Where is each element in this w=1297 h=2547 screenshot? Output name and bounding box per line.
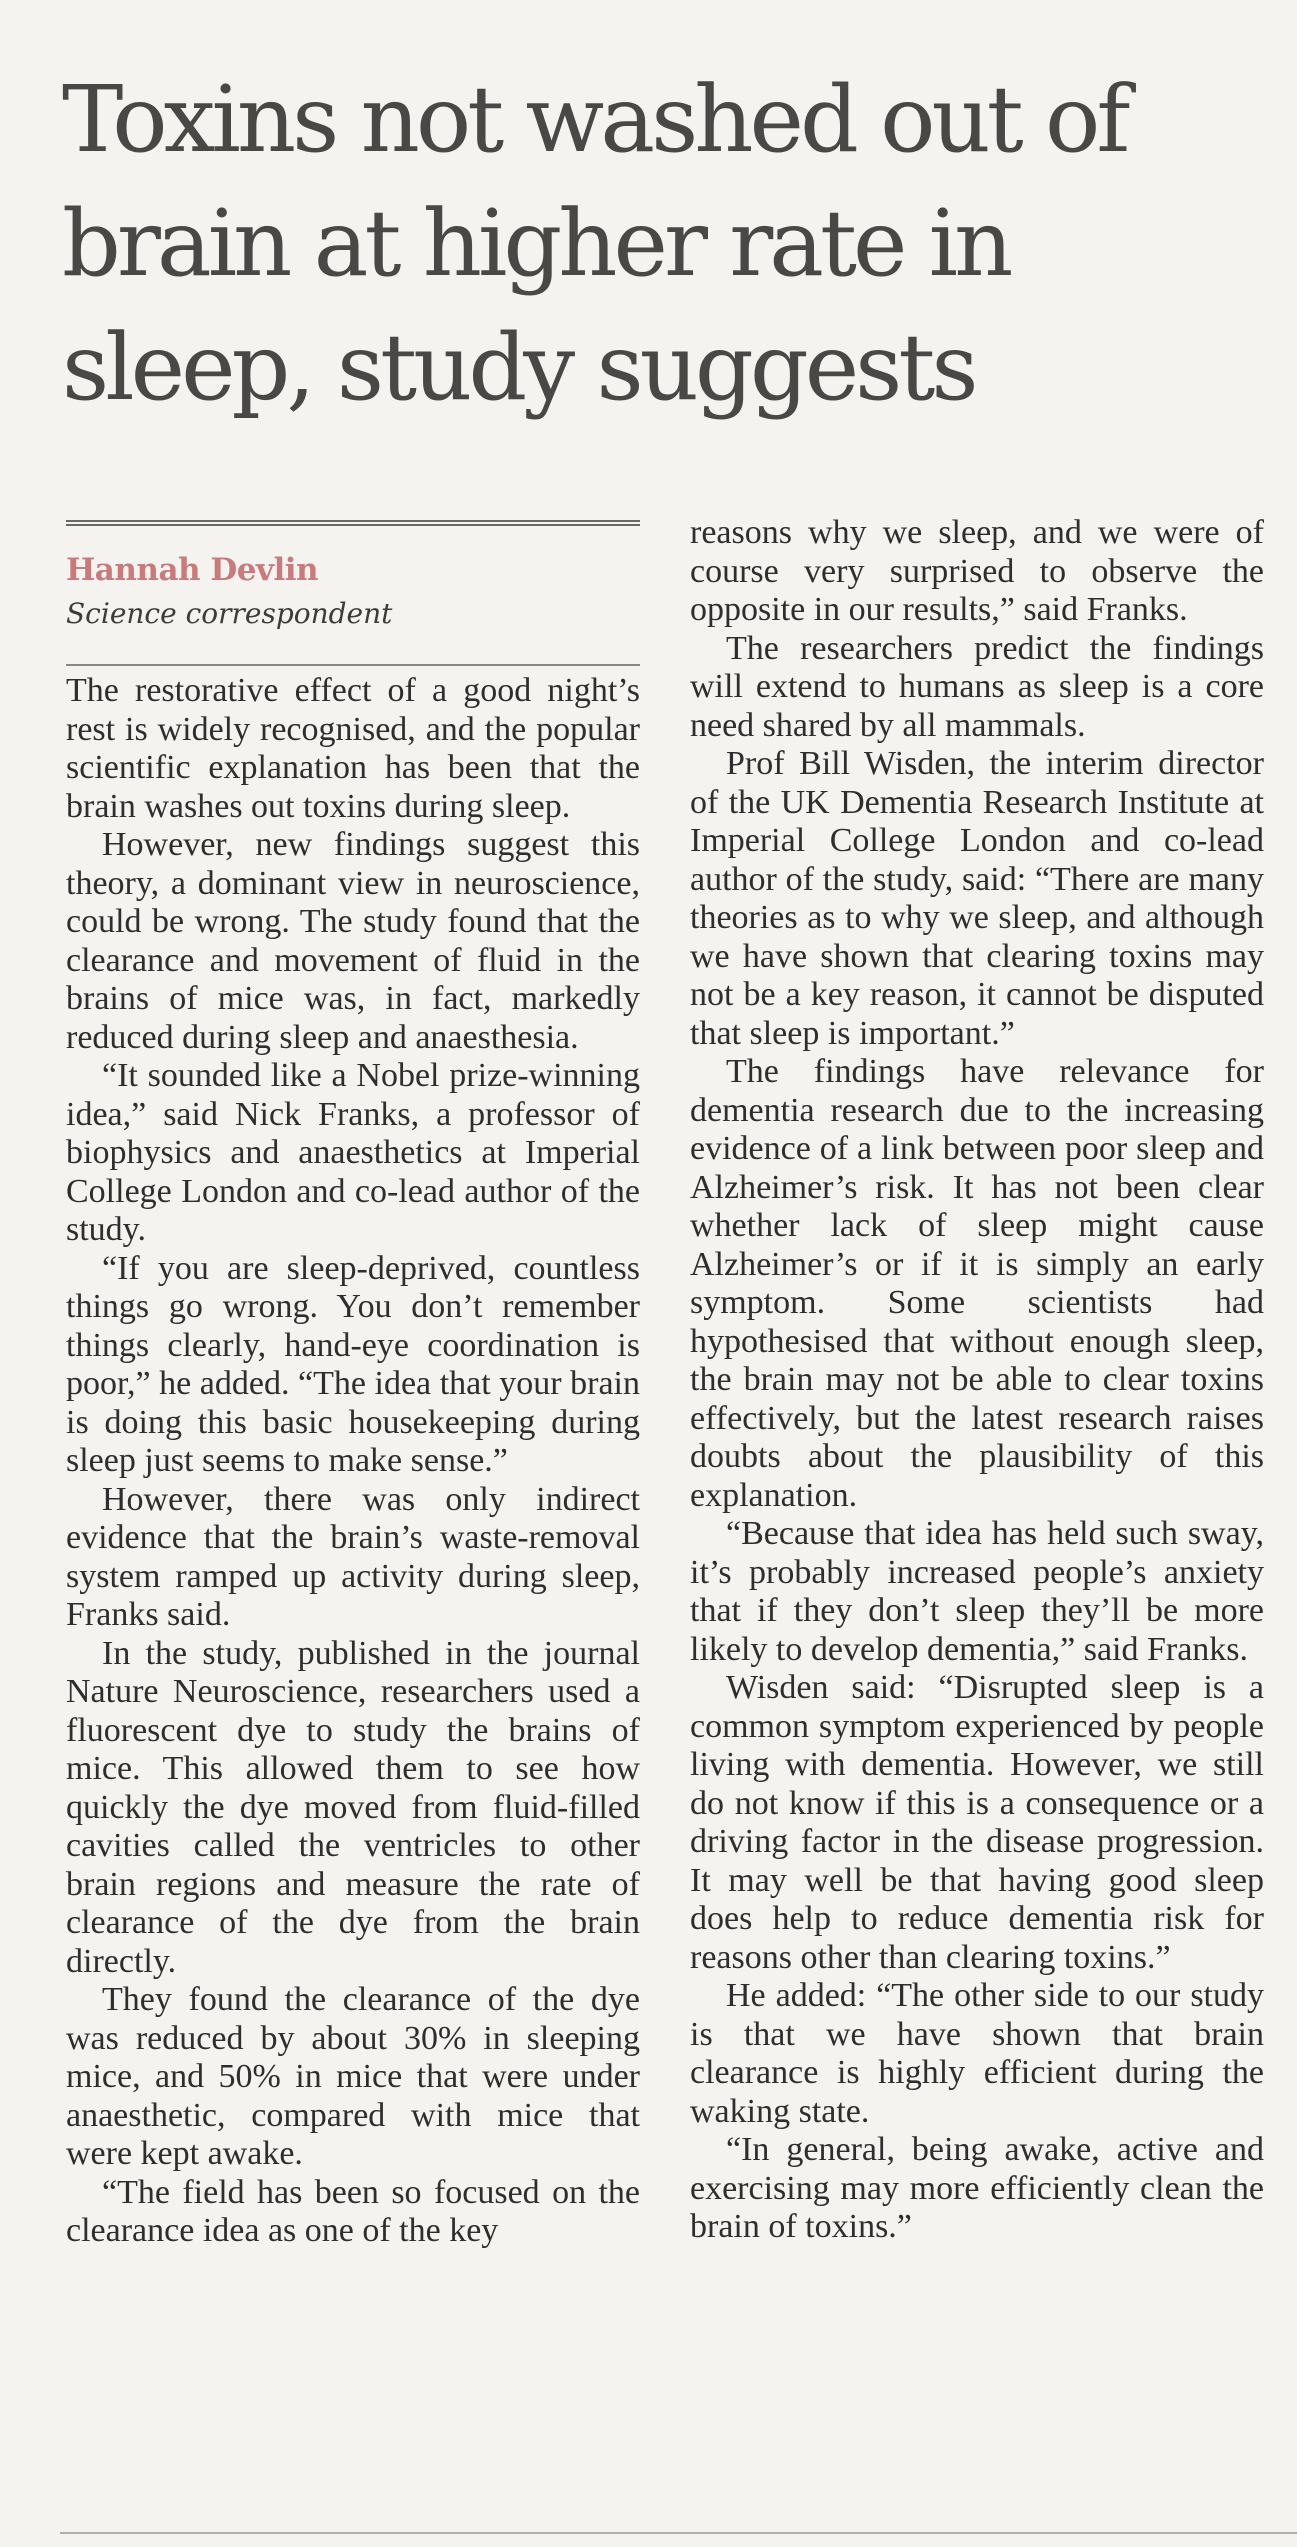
paragraph: In the study, published in the journal Nature Neuroscience, researchers used a fluorescent dye to study the brains of mice. This allowed them to see how quickly the dye moved from fluid-filled cavities called the ventricles to other brain regions and measure the rate of clearance of the dye from the brain directly. bbox=[66, 1634, 640, 1980]
paragraph: They found the clearance of the dye was reduced by about 30% in sleeping mice, and 50% in mice that were under anaesthetic, compared with mice that were kept awake. bbox=[66, 1981, 640, 2172]
bottom-rule bbox=[60, 2532, 1297, 2534]
paragraph: The researchers predict the findings will extend to humans as sleep is a core need shared by all mammals. bbox=[690, 629, 1264, 744]
paragraph: The restorative effect of a good night’s rest is widely recognised, and the popular scientific explanation has been that the brain washes out toxins during sleep. bbox=[66, 672, 640, 825]
paragraph: reasons why we sleep, and we were of course very surprised to observe the opposite in our results,” said Franks. bbox=[690, 514, 1264, 628]
paragraph: Wisden said: “Disrupted sleep is a common symptom experienced by people living with dementia. However, we still do not know if this is a consequence or a driving factor in the disease progression. It may well be that having good sleep does help to reduce dementia risk for reasons other than clearing toxins.” bbox=[690, 1669, 1264, 1976]
paragraph: “If you are sleep-deprived, countless things go wrong. You don’t remember things clearly, hand-eye coordination is poor,” he added. “The idea that your brain is doing this basic housekeeping during sleep just seems to make sense.” bbox=[66, 1249, 640, 1479]
paragraph: “Because that idea has held such sway, it’s probably increased people’s anxiety that if they don’t sleep they’ll be more likely to develop dementia,” said Franks. bbox=[690, 1515, 1264, 1668]
byline-bottom-rule bbox=[66, 664, 640, 666]
paragraph: “In general, being awake, active and exercising may more efficiently clean the brain of toxins.” bbox=[690, 2131, 1264, 2245]
byline bbox=[66, 548, 640, 636]
paragraph: Prof Bill Wisden, the interim director of the UK Dementia Research Institute at Imperial College London and co-lead author of the study, said: “There are many theories as to why we sleep, and although we have shown that clearing toxins may not be a key reason, it cannot be disputed that sleep is important.” bbox=[690, 745, 1264, 1052]
byline-top-rule bbox=[66, 520, 640, 526]
paragraph: However, there was only indirect evidence that the brain’s waste-removal system ramped up activity during sleep, Franks said. bbox=[66, 1480, 640, 1633]
byline-role: Science correspondent bbox=[66, 597, 393, 630]
paragraph: He added: “The other side to our study is that we have shown that brain clearance is highly efficient during the waking state. bbox=[690, 1977, 1264, 2130]
article-headline: Toxins not washed out of brain at higher rate in sleep, study suggests bbox=[62, 66, 1127, 421]
paragraph: “The field has been so focused on the clearance idea as one of the key bbox=[66, 2173, 640, 2249]
paragraph: The findings have relevance for dementia research due to the increasing evidence of a link between poor sleep and Alzheimer’s risk. It has not been clear whether lack of sleep might cause Alzheimer’s or if it is simply an early symptom. Some scientists had hypothesised that without enough sleep, the brain may not be able to clear toxins effectively, but the latest research raises doubts about the plausibility of this explanation. bbox=[690, 1053, 1264, 1514]
article-column-left bbox=[66, 672, 640, 2251]
paragraph: “It sounded like a Nobel prize-winning idea,” said Nick Franks, a professor of biophysics and anaesthetics at Imperial College London and co-lead author of the study. bbox=[66, 1057, 640, 1248]
article-column-right bbox=[690, 514, 1264, 2247]
paragraph: However, new findings suggest this theory, a dominant view in neuroscience, could be wrong. The study found that the clearance and movement of fluid in the brains of mice was, in fact, markedly reduced during sleep and anaesthesia. bbox=[66, 826, 640, 1056]
byline-author: Hannah Devlin bbox=[66, 552, 319, 588]
